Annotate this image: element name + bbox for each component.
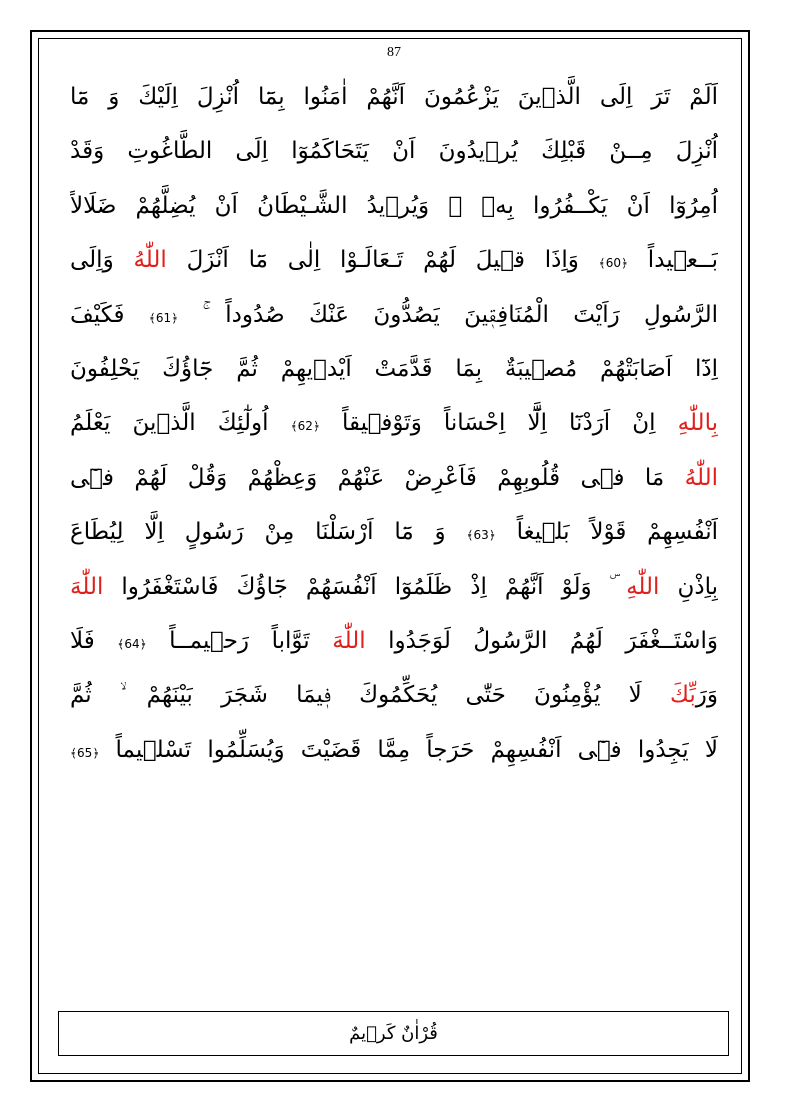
verse-text: لَا يَجِدُوا فٖٓى اَنْفُسِهِمْ حَرَجاً مِمَّا قَضَيْتَ وَيُسَلِّمُوا تَسْلٖيماً <box>99 736 718 763</box>
divine-name: بِّكَ <box>669 682 696 709</box>
text-line <box>70 179 718 233</box>
text-line <box>70 124 718 178</box>
verse-text: اُنْزِلَ مِــنْ قَبْلِكَ يُرٖيدُونَ اَنْ يَتَحَاكَمُوٓا اِلَى الطَّاغُوتِ وَقَدْ <box>70 138 718 165</box>
ayah-number: ﴿61﴾ <box>148 310 179 325</box>
verse-text: وَرَ <box>695 682 718 709</box>
divine-name: اللّٰهَ <box>70 573 104 600</box>
verse-text: اَلَمْ تَرَ اِلَى الَّذٖينَ يَزْعُمُونَ اَنَّهُمْ اٰمَنُوا بِمَٓا اُنْزِلَ اِلَيْكَ وَ مَٓا <box>70 84 718 110</box>
page-number: 87 <box>387 45 401 60</box>
text-line <box>70 288 718 342</box>
verse-text: الرَّسُولِ رَاَيْتَ الْمُنَافِقٖينَ يَصُدُّونَ عَنْكَ صُدُوداً ۚ <box>178 301 718 328</box>
text-line <box>70 614 718 668</box>
verse-text: وَ مَٓا اَرْسَلْنَا مِنْ رَسُولٍ اِلَّا لِيُطَاعَ <box>70 519 467 546</box>
verse-text: اِنْ اَرَدْنَٓا اِلَّٓا اِحْسَاناً وَتَوْفٖيقاً <box>319 410 678 437</box>
verse-text: فَلَا <box>70 627 118 654</box>
verse-text: اُمِرُوٓا اَنْ يَكْــفُرُوا بِهٖ ۜ وَيُرٖيدُ الشَّـيْطَانُ اَنْ يُضِلَّهُمْ ضَلَالاً <box>70 192 718 219</box>
text-line <box>70 70 718 124</box>
text-line <box>70 668 718 722</box>
footer-box <box>58 1011 729 1056</box>
verse-text: وَاِلَى <box>70 247 134 274</box>
quran-text-block <box>70 70 718 777</box>
verse-text: اِذَٓا اَصَابَتْهُمْ مُصٖيبَةٌ بِمَا قَدَّمَتْ اَيْدٖيهِمْ ثُمَّ جَٓاؤُكَ يَحْلِفُونَ <box>70 355 718 382</box>
verse-text: اُولٰٓئِكَ الَّذٖينَ يَعْلَمُ <box>70 410 291 437</box>
verse-text: وَاِذَا قٖيلَ لَهُمْ تَـعَالَـوْا اِلٰى مَٓا اَنْزَلَ <box>166 247 599 274</box>
verse-text: اَنْفُسِهِمْ قَوْلاً بَلٖيغاً <box>495 519 718 546</box>
text-line <box>70 560 718 614</box>
divine-name: اللّٰهُ <box>133 247 167 274</box>
divine-name: اللّٰهِ <box>626 573 660 600</box>
verse-text: بَــعٖيداً <box>628 247 718 274</box>
ayah-number: ﴿65﴾ <box>70 745 100 760</box>
divine-name: اللّٰهُ <box>684 464 718 491</box>
ayah-number: ﴿63﴾ <box>466 528 496 543</box>
ayah-number: ﴿64﴾ <box>117 636 147 651</box>
verse-text: بِاِذْنِ <box>659 573 718 600</box>
ayah-number: ﴿62﴾ <box>290 419 320 434</box>
text-line <box>70 451 718 505</box>
divine-name: اللّٰهَ <box>332 627 366 654</box>
text-line <box>70 505 718 559</box>
text-line <box>70 723 718 777</box>
verse-text: وَاسْتَــغْفَرَ لَهُمُ الرَّسُولُ لَوَجَدُوا <box>365 627 718 654</box>
footer-title: قُرْاٰنٌ كَرٖيمٌ <box>349 1023 438 1044</box>
verse-text: ۜ وَلَوْ اَنَّهُمْ اِذْ ظَلَمُوٓا اَنْفُسَهُمْ جَٓاؤُكَ فَاسْتَغْفَرُوا <box>103 573 627 600</box>
verse-text: فَكَيْفَ <box>70 301 149 328</box>
ayah-number: ﴿60﴾ <box>598 256 629 271</box>
verse-text: مَا فٖى قُلُوبِهِمْ فَاَعْرِضْ عَنْهُمْ وَعِظْهُمْ وَقُلْ لَهُمْ فٖٓى <box>70 464 685 491</box>
verse-text: لَا يُؤْمِنُونَ حَتّٰى يُحَكِّمُوكَ فٖيمَا شَجَرَ بَيْنَهُمْ ۙ ثُمَّ <box>70 682 670 709</box>
text-line <box>70 342 718 396</box>
text-line <box>70 396 718 450</box>
verse-text: تَوَّاباً رَحٖيمــاً <box>146 627 333 654</box>
text-line <box>70 233 718 287</box>
divine-name: بِاللّٰهِ <box>677 410 718 437</box>
